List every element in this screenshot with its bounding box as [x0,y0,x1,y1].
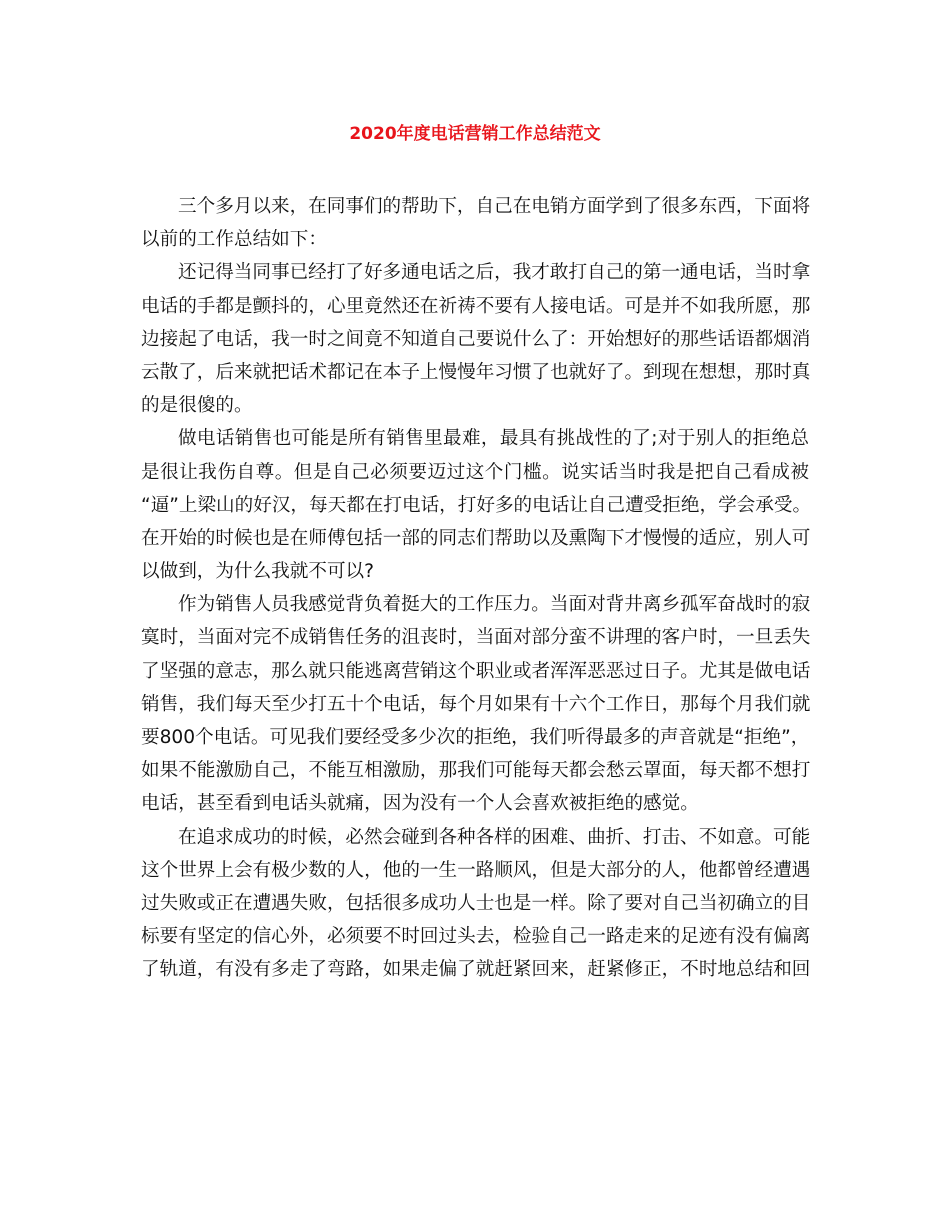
text-line: 标要有坚定的信心外，必须要不时回过头去，检验自己一路走来的足迹有没有偏离 [141,926,811,948]
text-line: 是很让我伤自尊。但是自己必须要迈过这个门槛。说实话当时我是把自己看成被 [141,461,809,483]
text-line: 作为销售人员我感觉背负着挺大的工作压力。当面对背井离乡孤军奋战时的寂 [178,594,811,616]
text-line: 以做到，为什么我就不可以? [141,561,374,583]
text-line: 电话，甚至看到电话头就痛，因为没有一个人会喜欢被拒绝的感觉。 [141,793,699,815]
text-line: 寞时，当面对完不成销售任务的沮丧时，当面对部分蛮不讲理的客户时，一旦丢失 [141,627,811,649]
text-line: 还记得当同事已经打了好多通电话之后，我才敢打自己的第一通电话，当时拿 [178,262,811,284]
text-line: 要800个电话。可见我们要经受多少次的拒绝，我们听得最多的声音就是“拒绝”， [141,727,810,748]
text-line: 了轨道，有没有多走了弯路，如果走偏了就赶紧回来，赶紧修正，不时地总结和回 [141,959,811,981]
text-line: 边接起了电话，我一时之间竟不知道自己要说什么了：开始想好的那些话语都烟消 [141,328,811,350]
text-line: 在追求成功的时候，必然会碰到各种各样的困难、曲折、打击、不如意。可能 [178,826,811,848]
text-line: “逼”上梁山的好汉，每天都在打电话，打好多的电话让自己遭受拒绝，学会承受。 [141,494,812,516]
text-line: 如果不能激励自己，不能互相激励，那我们可能每天都会愁云罩面，每天都不想打 [141,760,811,782]
text-line: 在开始的时候也是在师傅包括一部的同志们帮助以及熏陶下才慢慢的适应，别人可 [141,527,811,549]
text-line: 以前的工作总结如下： [141,229,327,251]
text-line: 了坚强的意志，那么就只能逃离营销这个职业或者浑浑恶恶过日子。尤其是做电话 [141,660,811,682]
text-line: 销售，我们每天至少打五十个电话，每个月如果有十六个工作日，那每个月我们就 [141,693,811,715]
text-line: 电话的手都是颤抖的，心里竟然还在祈祷不要有人接电话。可是并不如我所愿，那 [141,295,811,317]
text-line: 过失败或正在遭遇失败，包括很多成功人士也是一样。除了要对自己当初确立的目 [141,892,811,914]
text-line: 做电话销售也可能是所有销售里最难，最具有挑战性的了;对于别人的拒绝总 [178,428,809,450]
document-body [141,190,812,987]
text-line: 的是很傻的。 [141,395,253,417]
text-line: 三个多月以来，在同事们的帮助下，自己在电销方面学到了很多东西，下面将 [178,196,811,217]
text-line: 这个世界上会有极少数的人，他的一生一路顺风，但是大部分的人，他都曾经遭遇 [141,859,811,881]
text-line: 云散了，后来就把话术都记在本子上慢慢年习惯了也就好了。到现在想想，那时真 [141,361,811,383]
document-title: 2020年度电话营销工作总结范文 [349,124,601,144]
